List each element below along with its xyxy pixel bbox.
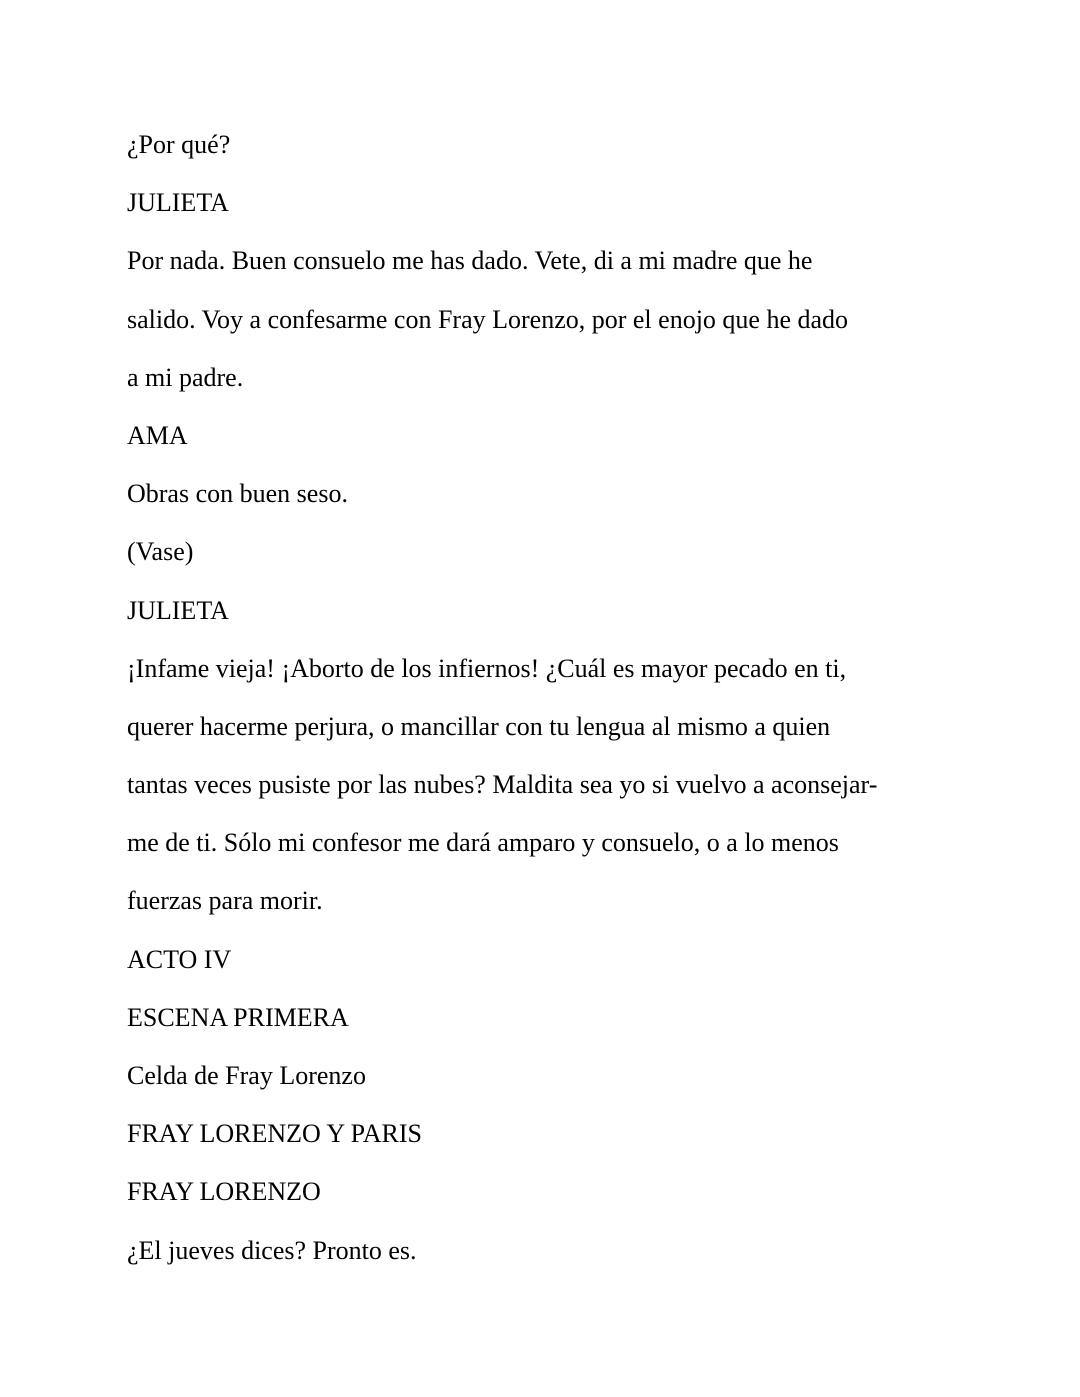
speaker-name: FRAY LORENZO [127,1177,321,1207]
dialogue-line: me de ti. Sólo mi confesor me dará amparo y consuelo, o a lo menos [127,828,839,858]
act-heading: ACTO IV [127,944,232,974]
speaker-name: AMA [127,420,188,450]
dialogue-line: Obras con buen seso. [127,479,348,509]
characters-present: FRAY LORENZO Y PARIS [127,1119,422,1149]
dialogue-line: fuerzas para morir. [127,886,323,916]
dialogue-line: Por nada. Buen consuelo me has dado. Vete, di a mi madre que he [127,246,813,276]
scene-setting: Celda de Fray Lorenzo [127,1061,366,1090]
dialogue-line: querer hacerme perjura, o mancillar con tu lengua al mismo a quien [127,711,831,741]
dialogue-line: ¿Por qué? [127,130,231,159]
dialogue-line: ¿El jueves dices? Pronto es. [127,1235,417,1265]
document-text [127,126,927,1290]
scene-heading: ESCENA PRIMERA [127,1002,349,1032]
speaker-name: JULIETA [127,595,229,625]
dialogue-line: a mi padre. [127,362,244,392]
speaker-name: JULIETA [127,188,229,218]
dialogue-line: ¡Infame vieja! ¡Aborto de los infiernos! ¿Cuál es mayor pecado en ti, [127,653,847,683]
dialogue-line: salido. Voy a confesarme con Fray Lorenzo, por el enojo que he dado [127,304,849,334]
stage-direction: (Vase) [127,537,194,567]
dialogue-line: tantas veces pusiste por las nubes? Maldita sea yo si vuelvo a aconsejar- [127,770,878,800]
